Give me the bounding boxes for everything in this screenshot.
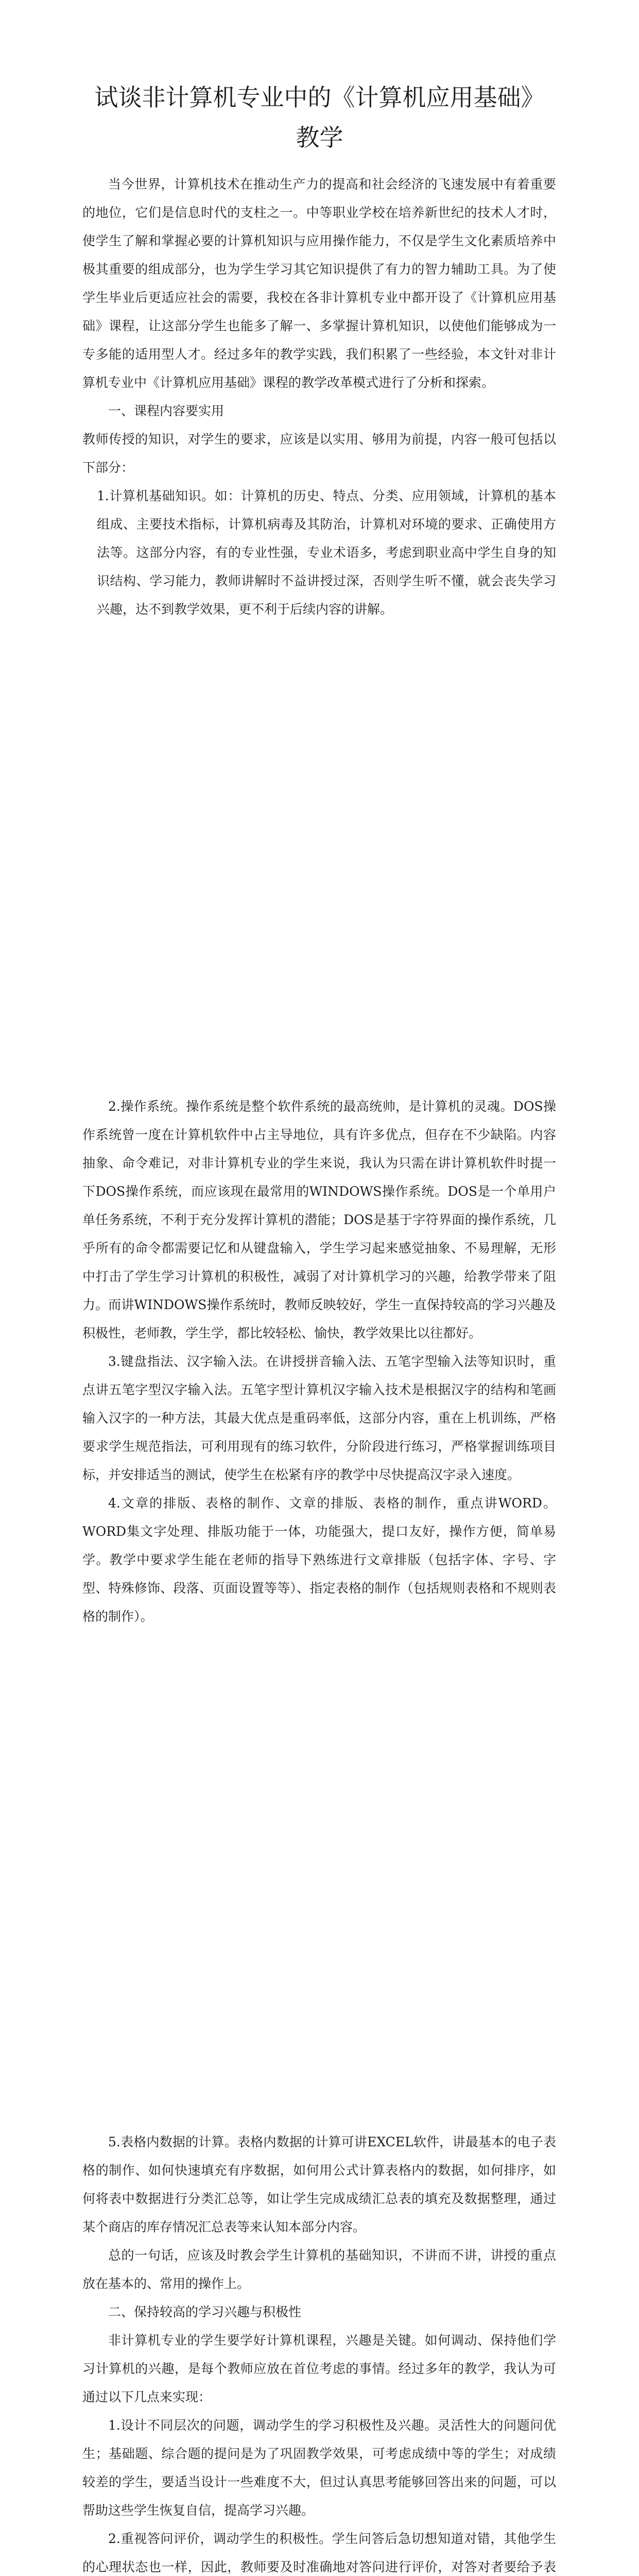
text-block-2 (82, 1092, 556, 1631)
paragraph: 教师传授的知识，对学生的要求，应该是以实用、够用为前提，内容一般可包括以下部分： (82, 432, 556, 475)
document-title-line-1: 试谈非计算机专业中的《计算机应用基础》 (94, 83, 545, 111)
document-title-line-2: 教学 (296, 124, 343, 151)
paragraph: 1.计算机基础知识。如：计算机的历史、特点、分类、应用领域，计算机的基本组成、主要技术指标，计算机病毒及其防治，计算机对环境的要求、正确使用方法等。这部分内容，有的专业性强，专业术语多，考虑到职业高中学生自身的知识结构、学习能力，教师讲解时不益讲授过深，否则学生听不懂，就会丧失学习兴趣，达不到教学效果，更不利于后续内容的讲解。 (97, 488, 556, 617)
paragraph: 总的一句话，应该及时教会学生计算机的基础知识，不讲而不讲，讲授的重点放在基本的、常用的操作上。 (82, 2248, 556, 2291)
section-heading: 一、课程内容要实用 (108, 403, 224, 418)
text-block-1 (82, 170, 556, 623)
paragraph: 1.设计不同层次的问题，调动学生的学习积极性及兴趣。灵活性大的问题问优生；基础题、综合题的提问是为了巩固教学效果，可考虑成绩中等的学生；对成绩较差的学生，要适当设计一些难度不大，但过认真思考能够回答出来的问题，可以帮助这些学生恢复自信，提高学习兴趣。 (82, 2418, 556, 2518)
paragraph: 4.文章的排版、表格的制作、文章的排版、表格的制作，重点讲WORD。WORD集文字处理、排版功能于一体，功能强大，提口友好，操作方便，简单易学。教学中要求学生能在老师的指导下熟练进行文章排版（包括字体、字号、字型、特殊修饰、段落、页面设置等等）、指定表格的制作（包括规则表格和不规则表格的制作）。 (82, 1496, 556, 1624)
paragraph: 2.重视答问评价，调动学生的积极性。学生问答后急切想知道对错，其他学生的心理状态也一样，因此，教师要及时准确地对答问进行评价，对答对者要给予表 (82, 2531, 556, 2574)
paragraph: 3.键盘指法、汉字输入法。在讲授拼音输入法、五笔字型输入法等知识时，重点讲五笔字型汉字输入法。五笔字型计算机汉字输入技术是根据汉字的结构和笔画输入汉字的一种方法，其最大优点是重码率低，这部分内容，重在上机训练，严格要求学生规范指法，可利用现有的练习软件，分阶段进行练习，严格掌握训练项目标，并安排适当的测试，使学生在松紧有序的教学中尽快提高汉字录入速度。 (82, 1354, 556, 1482)
paragraph: 非计算机专业的学生要学好计算机课程，兴趣是关键。如何调动、保持他们学习计算机的兴趣，是每个教师应放在首位考虑的事情。经过多年的教学，我认为可通过以下几点来实现： (82, 2333, 556, 2404)
section-heading: 二、保持较高的学习兴趣与积极性 (108, 2304, 302, 2319)
paragraph: 当今世界，计算机技术在推动生产力的提高和社会经济的飞速发展中有着重要的地位，它们是信息时代的支柱之一。中等职业学校在培养新世纪的技术人才时，使学生了解和掌握必要的计算机知识与应用操作能力，不仅是学生文化素质培养中极其重要的组成部分，也为学生学习其它知识提供了有力的智力辅助工具。为了使学生毕业后更适应社会的需要，我校在各非计算机专业中都开设了《计算机应用基础》课程，让这部分学生也能多了解一、多掌握计算机知识，以使他们能够成为一专多能的适用型人才。经过多年的教学实践，我们积累了一些经验，本文针对非计算机专业中《计算机应用基础》课程的教学改革模式进行了分析和探索。 (82, 177, 556, 390)
text-block-3 (82, 2128, 556, 2576)
paragraph: 5.表格内数据的计算。表格内数据的计算可讲EXCEL软件，讲最基本的电子表格的制作、如何快速填充有序数据，如何用公式计算表格内的数据，如何排序，如何将表中数据进行分类汇总等，如让学生完成成绩汇总表的填充及数据整理，通过某个商店的库存情况汇总表等来认知本部分内容。 (82, 2134, 556, 2234)
paragraph: 2.操作系统。操作系统是整个软件系统的最高统帅，是计算机的灵魂。DOS操作系统曾一度在计算机软件中占主导地位，具有许多优点，但存在不少缺陷。内容抽象、命令难记，对非计算机专业的学生来说，我认为只需在讲计算机软件时提一下DOS操作系统，而应该现在最常用的WINDOWS操作系统。DOS是一个单用户单任务系统，不利于充分发挥计算机的潜能；DOS是基于字符界面的操作系统，几乎所有的命令都需要记忆和从键盘输入，学生学习起来感觉抽象、不易理解，无形中打击了学生学习计算机的积极性，减弱了对计算机学习的兴趣，给教学带来了阻力。而讲WINDOWS操作系统时，教师反映较好，学生一直保持较高的学习兴趣及积极性，老师教，学生学，都比较轻松、愉快，教学效果比以往都好。 (82, 1099, 556, 1341)
